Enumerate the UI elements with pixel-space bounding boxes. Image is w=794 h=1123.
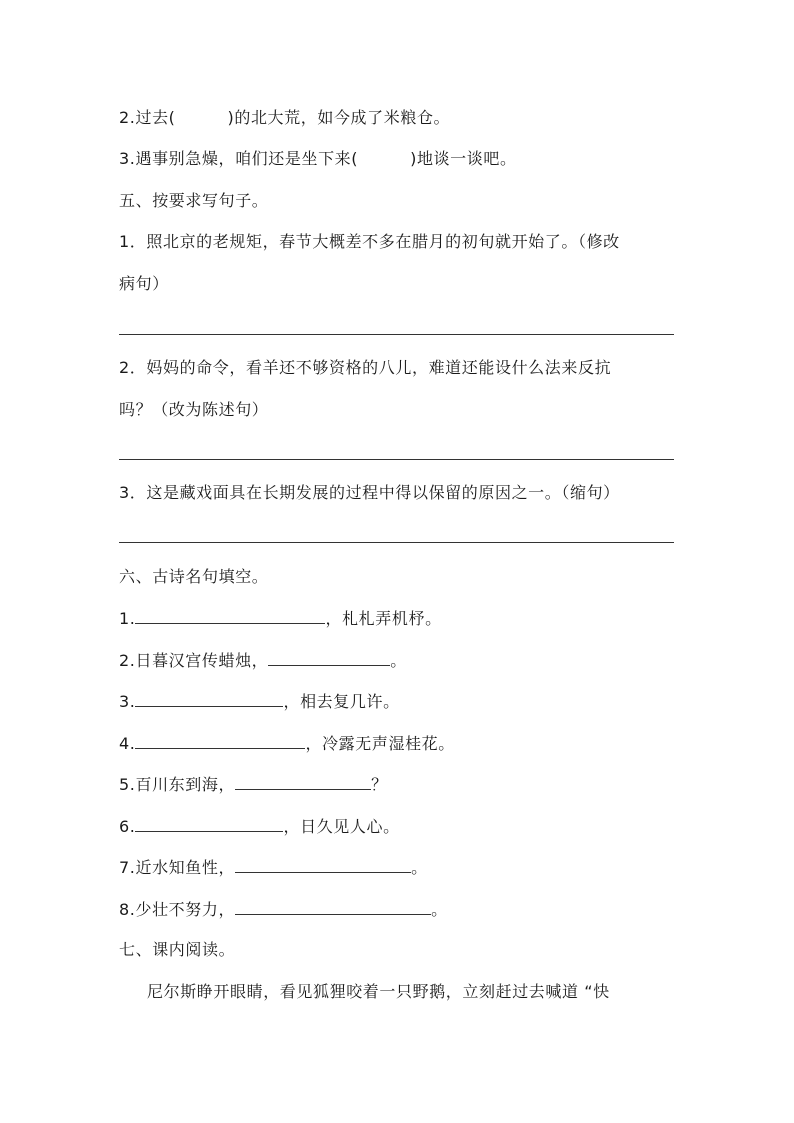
q4-item-3: 3.遇事别急燥，咱们还是坐下来( )地谈一谈吧。: [119, 149, 517, 168]
section-5-heading: 五、按要求写句子。: [119, 191, 269, 210]
fill-blank[interactable]: [268, 650, 390, 666]
poem-item-8: 8.少壮不努力， 。: [119, 900, 448, 919]
fill-blank[interactable]: [235, 774, 371, 790]
fill-blank[interactable]: [135, 608, 325, 624]
q5-s1-line2: 病句）: [119, 274, 169, 293]
q4-item-2: 2.过去( )的北大荒，如今成了米粮仓。: [119, 108, 451, 127]
poem-item-3: 3. ，相去复几许。: [119, 692, 400, 711]
poem-item-6: 6. ，日久见人心。: [119, 817, 400, 836]
poem-item-5: 5.百川东到海， ？: [119, 775, 388, 794]
answer-line-2[interactable]: [119, 459, 674, 460]
reading-passage-line: 尼尔斯睁开眼睛，看见狐狸咬着一只野鹅，立刻赶过去喊道 “快: [147, 982, 610, 1001]
fill-blank[interactable]: [235, 899, 431, 915]
q5-s1-line1: 1．照北京的老规矩，春节大概差不多在腊月的初旬就开始了。（修改: [119, 232, 620, 251]
poem-item-1: 1. ，札札弄机杼。: [119, 609, 442, 628]
section-6-heading: 六、古诗名句填空。: [119, 567, 269, 586]
poem-item-2: 2.日暮汉宫传蜡烛， 。: [119, 651, 407, 670]
poem-item-7: 7.近水知鱼性， 。: [119, 858, 428, 877]
poem-item-4: 4. ，冷露无声湿桂花。: [119, 734, 455, 753]
fill-blank[interactable]: [135, 816, 283, 832]
fill-blank[interactable]: [135, 733, 305, 749]
q5-s3-line1: 3．这是藏戏面具在长期发展的过程中得以保留的原因之一。（缩句）: [119, 483, 620, 502]
q5-s2-line1: 2．妈妈的命令，看羊还不够资格的八儿，难道还能设什么法来反抗: [119, 358, 612, 377]
answer-line-3[interactable]: [119, 542, 674, 543]
section-7-heading: 七、课内阅读。: [119, 940, 236, 959]
fill-blank[interactable]: [135, 691, 283, 707]
answer-line-1[interactable]: [119, 334, 674, 335]
q5-s2-line2: 吗？（改为陈述句）: [119, 400, 269, 419]
fill-blank[interactable]: [235, 857, 411, 873]
